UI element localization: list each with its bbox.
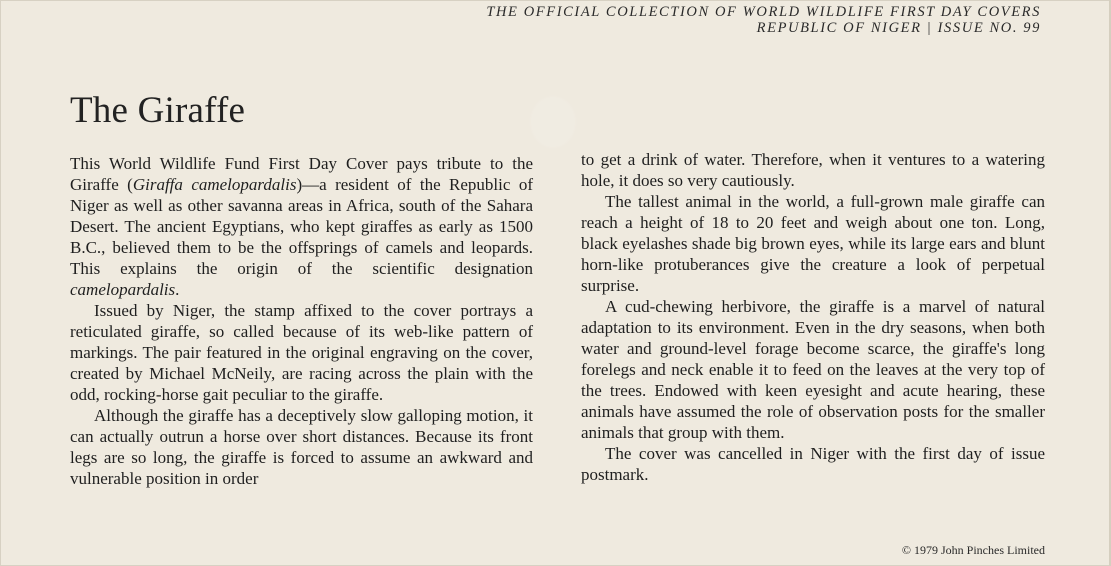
paragraph-cancellation: The cover was cancelled in Niger with the first day of issue postmark.	[581, 444, 1045, 484]
right-text-column	[581, 149, 1045, 485]
paragraph-intro	[70, 153, 533, 300]
collection-title-line: THE OFFICIAL COLLECTION OF WORLD WILDLIFE FIRST DAY COVERS	[486, 4, 1041, 20]
scientific-name: Giraffa camelopardalis	[132, 175, 297, 194]
collection-header	[486, 4, 1041, 36]
left-text-column	[70, 153, 533, 489]
copyright-notice: © 1979 John Pinches Limited	[901, 543, 1045, 557]
paragraph-intro-part-a: This World Wildlife Fund First Day Cover pays tribute to the Giraffe (	[70, 154, 533, 194]
page-title: The Giraffe	[70, 90, 246, 131]
paper-watermark-shadow	[530, 96, 576, 148]
paragraph-gallop: Although the giraffe has a deceptively slow galloping motion, it can actually outrun a horse over short distances. Because its front legs are so long, the giraffe is forced to assume an awkward and vulnerable position in order	[70, 406, 533, 488]
paragraph-intro-part-c: .	[175, 280, 180, 299]
scientific-designation: camelopardalis	[70, 280, 176, 299]
paragraph-stamp: Issued by Niger, the stamp affixed to the cover portrays a reticulated giraffe, so called because of its web-like pattern of markings. The pair featured in the original engraving on the cover, created by Michael McNeily, are racing across the plain with the odd, rocking-horse gait peculiar to the giraffe.	[70, 301, 533, 404]
paragraph-intro-part-b: )—a resident of the Republic of Niger as well as other savanna areas in Africa, south of the Sahara Desert. The ancient Egyptians, who kept giraffes as early as 1500 B.C., believed them to be the offsprings of camels and leopards. This explains the origin of the scientific designation	[70, 175, 533, 278]
paragraph-drinking: to get a drink of water. Therefore, when it ventures to a watering hole, it does so very cautiously.	[581, 150, 1045, 190]
paragraph-tallest: The tallest animal in the world, a full-grown male giraffe can reach a height of 18 to 20 feet and weigh about one ton. Long, black eyelashes shade big brown eyes, while its large ears and blunt horn-like protuberances give the creature a look of perpetual surprise.	[581, 192, 1045, 295]
issue-info-line: REPUBLIC OF NIGER | ISSUE NO. 99	[756, 20, 1041, 36]
paragraph-herbivore: A cud-chewing herbivore, the giraffe is a marvel of natural adaptation to its environment. Even in the dry seasons, when both water and ground-level forage become scarce, the giraffe's long forelegs and neck enable it to feed on the leaves at the very top of the trees. Endowed with keen eyesight and acute hearing, these animals have assumed the role of observation posts for the smaller animals that group with them.	[581, 297, 1045, 442]
